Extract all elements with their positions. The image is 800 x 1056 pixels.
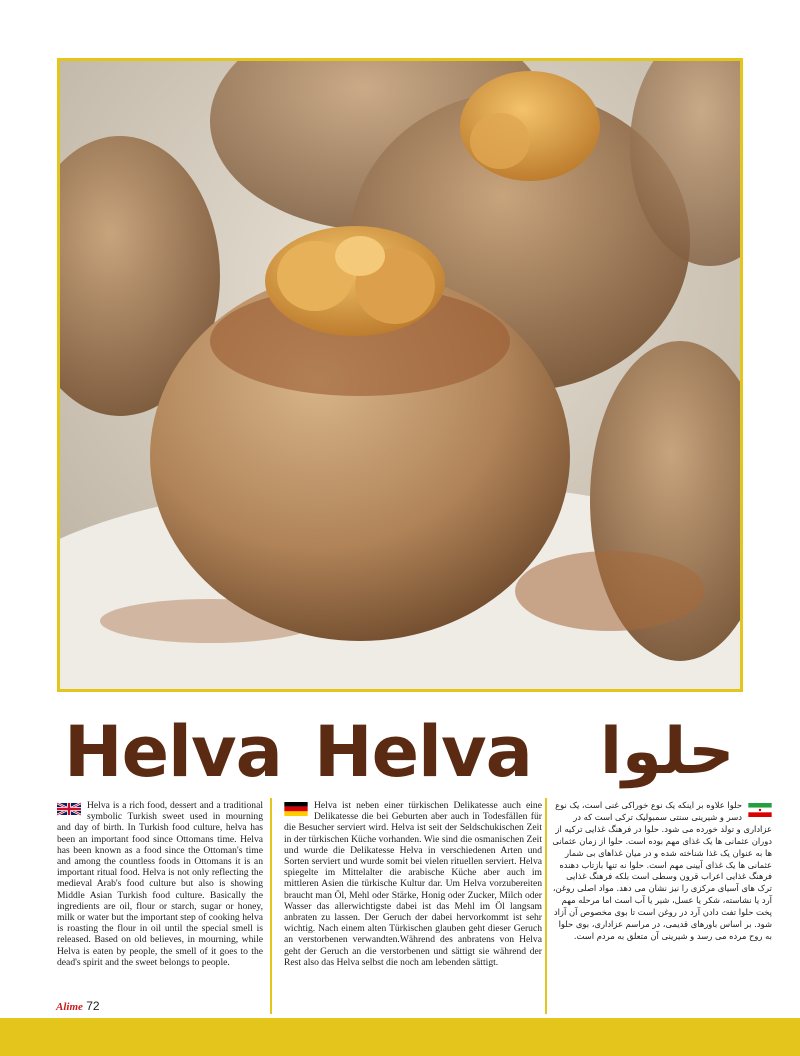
article-persian-text: حلوا علاوه بر اینکه یک نوع خوراکی غنی است، یک نوع دسر و شیرینی سنتی سمبولیک ترکی است که در عزاداری و تولد خورده می شود. حلوا در فرهنگ غذایی ترکیه از دوران عثمانی ها یک غذای مهم بوده است. حلوا از زمان عثمانی ها به عنوان یک غذا شناخته شده و در میان غذاهای بی شمار عثمانی ها یک غذای آیینی مهم است. حلوا نه تنها بازتاب دهنده فرهنگ غذایی اعراب قرون وسطی است بلکه فرهنگ غذایی ترک های آسیای مرکزی را نیز نشان می دهد. مواد اصلی روغن، آرد یا نشاسته، شکر یا عسل، شیر یا آب است اما مرحله مهم پخت حلوا تفت دادن آرد در روغن است تا بوی مخصوص آن آزاد شود. بر اساس باورهای قدیمی، در مراسم عزاداری، بوی حلوا به روح مرده می رسد و شیرینی آن متعلق به مردم است. — [552, 800, 772, 941]
helva-photo-illustration — [60, 61, 740, 689]
magazine-logo: Alime — [56, 1001, 83, 1013]
title-persian: حلوا — [600, 715, 735, 789]
hero-photo — [57, 58, 743, 692]
footer-band — [0, 1018, 800, 1056]
title-english: Helva — [64, 711, 282, 793]
article-german — [284, 800, 542, 968]
page-number-value: 72 — [86, 999, 100, 1013]
article-english — [57, 800, 263, 968]
article-english-text: Helva is a rich food, dessert and a traditional symbolic Turkish sweet used in mourning and day of birth. In Turkish food culture, helva has been an important food since Ottomans time. Helva has been known as a food since the Ottoman's time and among the countless foods in Ottomans it is an important ritual food. Helva is not only reflecting the medieval Arab's food culture but also is showing Middle Asian Turkish food culture. Basically the ingredients are oil, flour or starch, sugar or honey, milk or water but the important step of cooking helva is roasting the flour in oil until the special smell is released. Based on old believes, in mourning, while Helva is eaten by people, the smell of it goes to the dead's spirit and the sweet belongs to people. — [57, 800, 263, 968]
article-german-text: Helva ist neben einer türkischen Delikatesse auch eine Delikatesse die bei Geburten aber auch in Todesfällen für die Besucher serviert wird. Helva ist seit der Seldschukischen Zeit in der türkischen Küche vorhanden. Wie sind die osmanischen Zeit und wurde die Delikatesse Helva in verschiedenen Arten und Sorten serviert und wurde somit bei vielen rituellen serviert. Helva spiegelte im Mittelalter die arabische Küche aber auch im mittleren Asien die türkische Kultur dar. Um Helva vorzubereiten braucht man Öl, Mehl oder Stärke, Honig oder Zucker, Milch oder Wasser das allerwichtigste dabei ist das Mehl im Öl langsam anbraten zu lassen. Der Geruch der dabei hervorkommt ist sehr wichtig. Nach einem alten Türkischen glauben geht dieser Geruch an verstorbenen verwandten.Während des anbratens von Helva geht der Geruch an die verstorbenen und sättigt sie während der Rest also das Helva selbst die noch am lebenden sättigt. — [284, 800, 542, 968]
germany-flag-icon — [284, 802, 308, 816]
page-number — [56, 999, 100, 1013]
column-divider — [545, 798, 547, 1014]
column-divider — [270, 798, 272, 1014]
article-persian — [552, 800, 772, 943]
iran-flag-icon — [748, 803, 772, 817]
uk-flag-icon — [57, 802, 81, 816]
title-german: Helva — [314, 711, 532, 793]
